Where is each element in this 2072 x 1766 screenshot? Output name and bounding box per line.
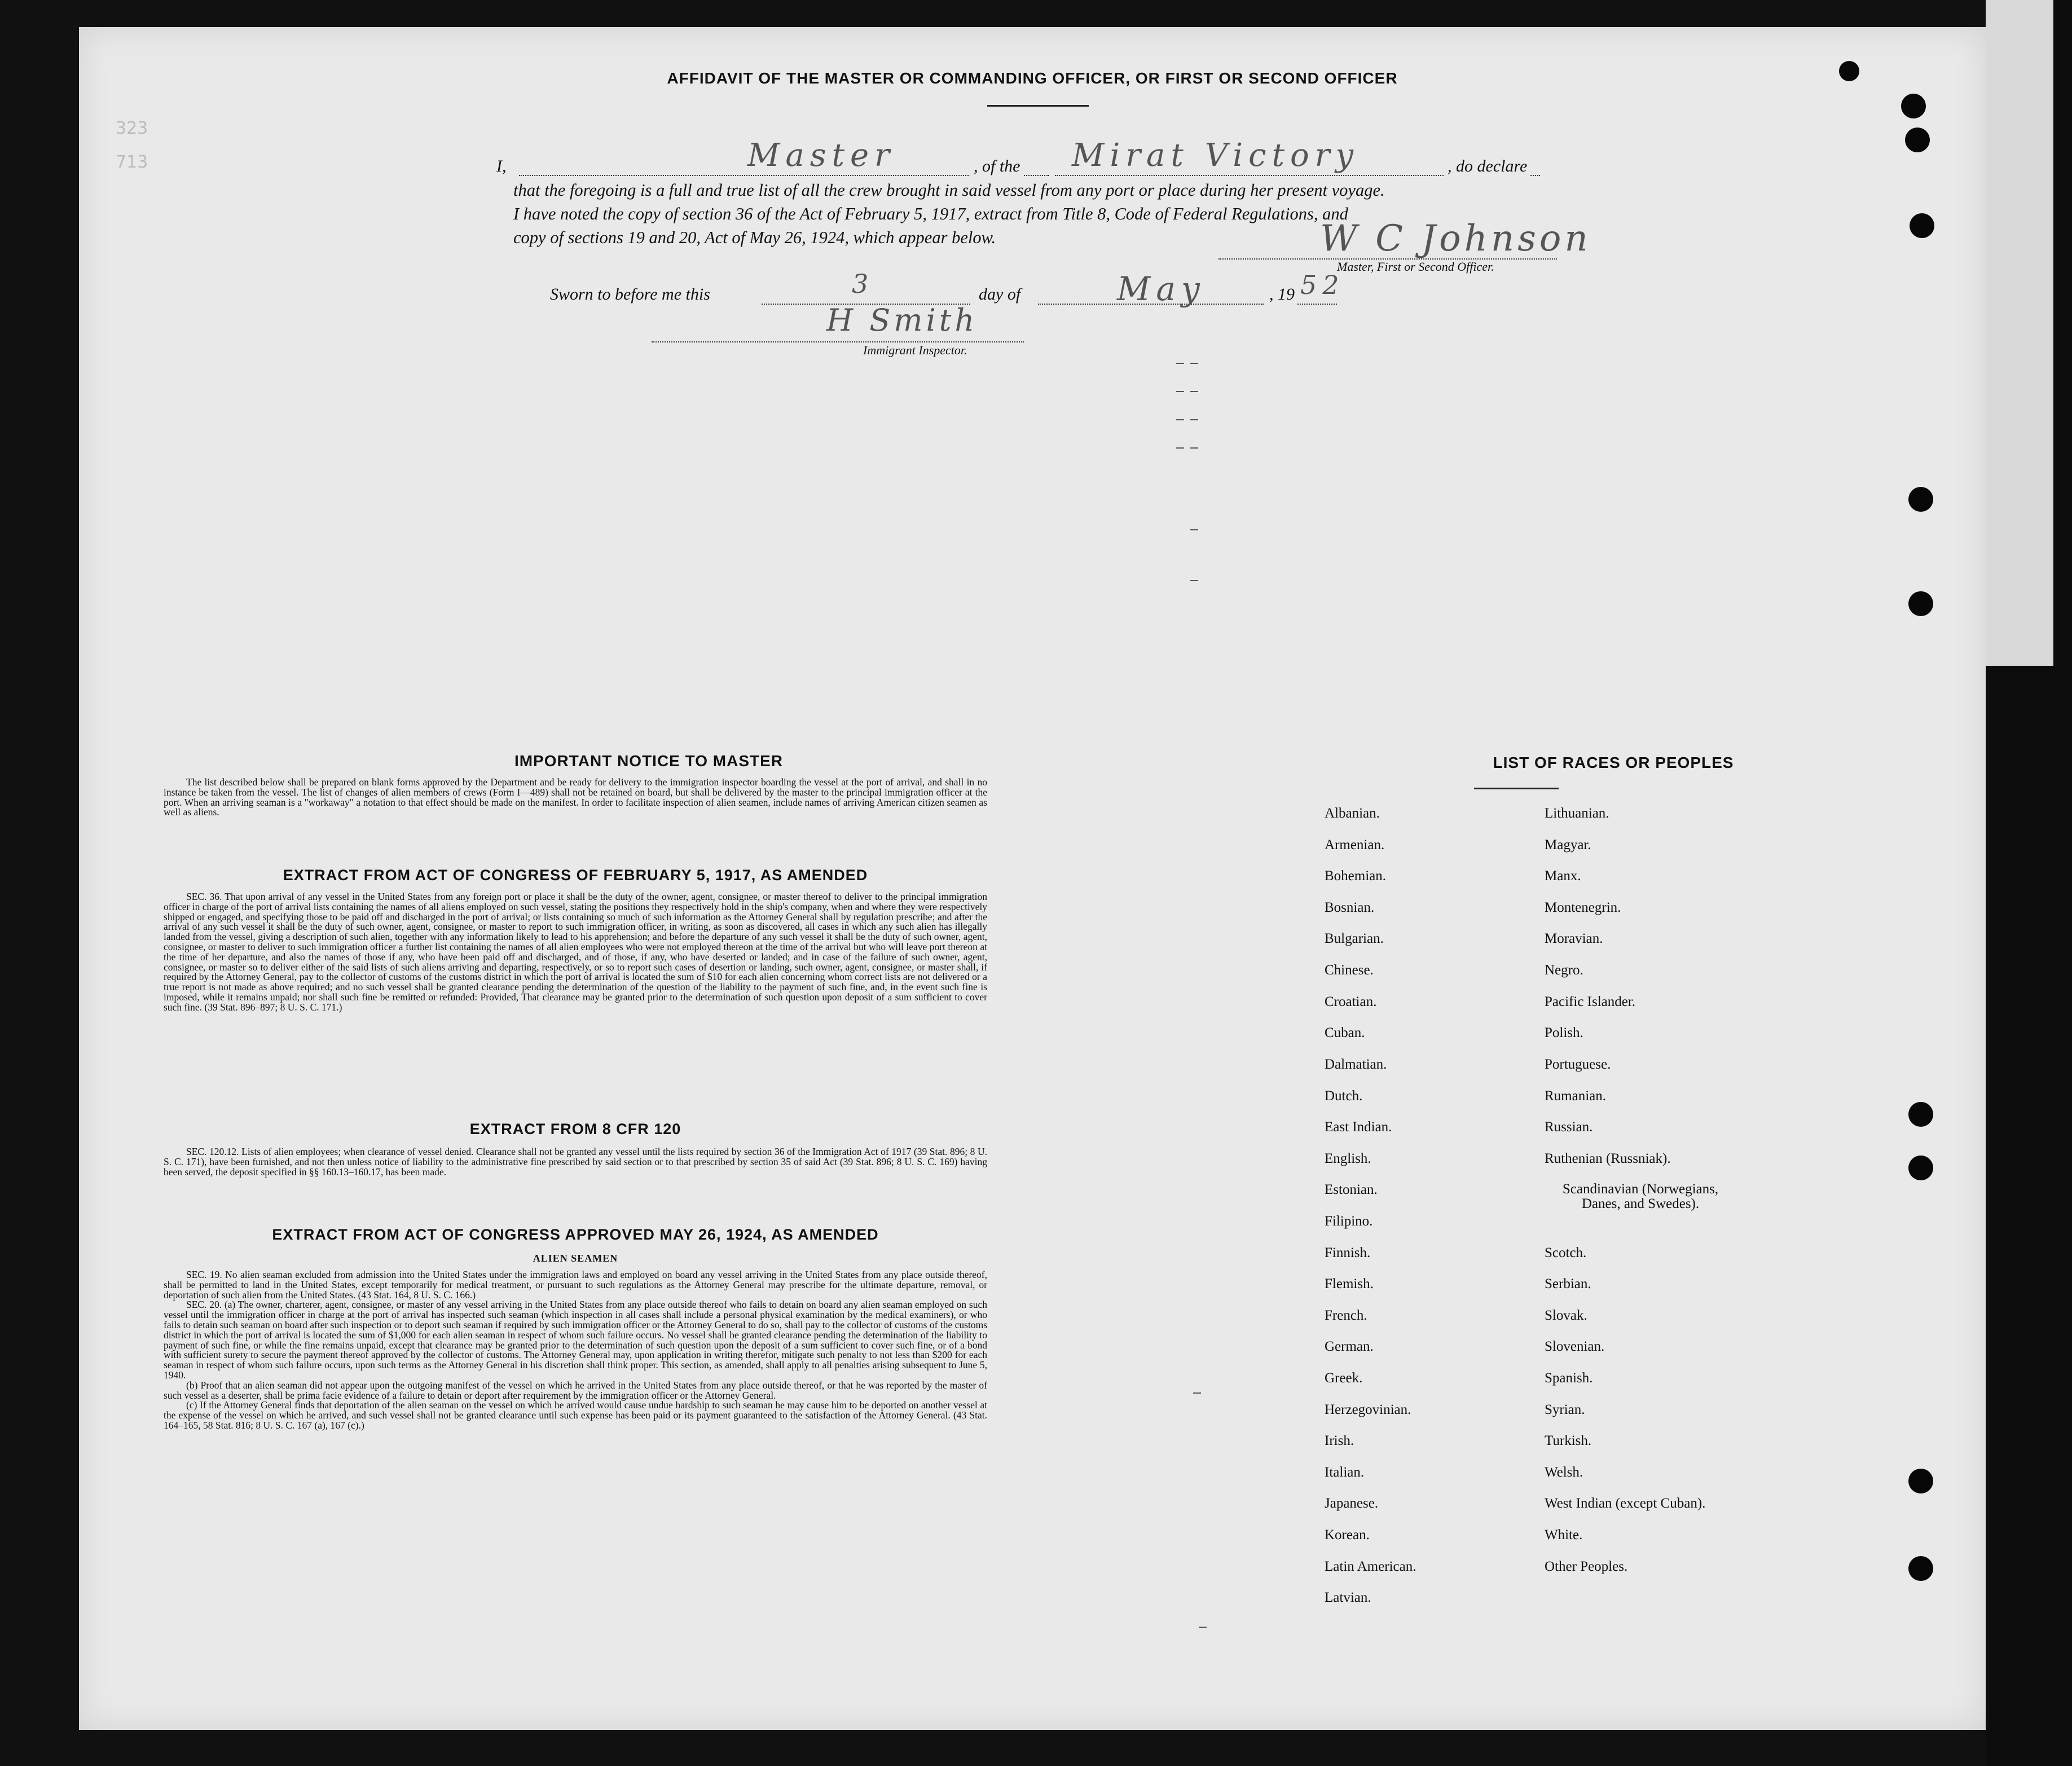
dash-mark	[1190, 529, 1198, 530]
of-the-label: , of the	[970, 157, 1024, 176]
race-item: Rumanian.	[1545, 1088, 1607, 1104]
race-item: Croatian.	[1325, 994, 1377, 1009]
race-item: Latvian.	[1325, 1590, 1371, 1605]
dash-mark	[1190, 391, 1198, 392]
sworn-label: Sworn to before me this	[550, 285, 710, 304]
race-item: Japanese.	[1325, 1496, 1379, 1511]
race-item: Russian.	[1545, 1119, 1593, 1135]
inspector-signature: H Smith	[826, 302, 978, 338]
extract-1924-text	[164, 1270, 987, 1431]
race-item: Moravian.	[1545, 931, 1603, 946]
dash-mark	[1190, 580, 1198, 581]
day-handwritten: 3	[852, 269, 874, 299]
rank-handwritten: Master	[747, 137, 895, 174]
race-item: Bohemian.	[1325, 868, 1387, 884]
dash-mark	[1193, 1392, 1201, 1394]
month-handwritten: May	[1117, 270, 1206, 308]
race-item: White.	[1545, 1527, 1583, 1543]
races-title: LIST OF RACES OR PEOPLES	[1493, 754, 1734, 771]
race-item: Bosnian.	[1325, 900, 1375, 915]
notice-title: IMPORTANT NOTICE TO MASTER	[514, 752, 784, 770]
race-item: Turkish.	[1545, 1433, 1592, 1448]
race-item: Negro.	[1545, 963, 1583, 978]
race-item: East Indian.	[1325, 1119, 1392, 1135]
extract-cfr-title: EXTRACT FROM 8 CFR 120	[469, 1121, 681, 1137]
extract-1917-text	[164, 892, 987, 1013]
dash-mark	[1190, 419, 1198, 420]
race-item: Chinese.	[1325, 963, 1374, 978]
race-item: Lithuanian.	[1545, 806, 1609, 821]
race-item: Filipino.	[1325, 1214, 1373, 1229]
race-item: West Indian (except Cuban).	[1545, 1496, 1706, 1511]
race-item: Slovak.	[1545, 1308, 1587, 1323]
race-item: Armenian.	[1325, 837, 1385, 853]
year-line	[1297, 304, 1337, 305]
race-item: Herzegovinian.	[1325, 1402, 1411, 1417]
race-item: Finnish.	[1325, 1245, 1371, 1260]
race-item: Greek.	[1325, 1370, 1363, 1386]
section-20b-paragraph: (b) Proof that an alien seaman did not appear upon the outgoing manifest of the vessel on which he arrived in the United States from any place outside thereof, or that he was reported by the master of such vessel as a deserter, shall be prima facie evidence of a failure to detain or deport after requirement by the immigration officer or the Attorney General.	[164, 1379, 987, 1401]
rank-line	[519, 175, 1049, 176]
extract-1917-title: EXTRACT FROM ACT OF CONGRESS OF FEBRUARY 5, 1917, AS AMENDED	[283, 867, 868, 884]
margin-mark-1: 323	[116, 118, 148, 138]
race-item: Korean.	[1325, 1527, 1370, 1543]
title-divider	[987, 105, 1089, 107]
race-item: Estonian.	[1325, 1182, 1378, 1197]
race-item: Other Peoples.	[1545, 1559, 1628, 1574]
punch-hole	[1908, 1102, 1933, 1127]
dash-mark	[1199, 1627, 1207, 1628]
race-item: Manx.	[1545, 868, 1581, 884]
punch-hole	[1908, 1556, 1933, 1581]
vessel-handwritten: Mirat Victory	[1072, 137, 1360, 174]
signature-caption: Master, First or Second Officer.	[1337, 260, 1494, 274]
section-20a-paragraph: SEC. 20. (a) The owner, charterer, agent, consignee, or master of any vessel arriving in the United States from any place outside thereof who fails to detain on board any alien seaman employed on such vessel until the immigration officer in charge at the port of arrival has inspected such seaman (which inspection in all cases shall include a personal physical examination by the medical examiners), or who fails to detain such seaman on board after such inspection or to deport such seaman if required by such immigration officer or the Attorney General to do so, shall pay to the collector of customs of the customs district in which the port of arrival is located the sum of $1,000 for each alien seaman in respect of whom such failure occurs. No vessel shall be granted clearance pending the determination of the liability to payment of such fine, or while the fine remains unpaid, except that clearance may be granted prior to the determination of such question upon the deposit of a sum sufficient to cover such fine, or of a bond with sufficient surety to secure the payment thereof approved by the collector of customs. The Attorney General may, upon application in writing therefor, mitigate such penalty to not less than $200 for each seaman in respect of whom such failure occurs, upon such terms as the Attorney General in his discretion shall think proper. This section, as amended, shall apply to all penalties arising subsequent to June 5, 1940.	[164, 1299, 987, 1381]
extract-cfr-text	[164, 1147, 987, 1177]
year-handwritten: 52	[1300, 270, 1345, 300]
extract-1924-title: EXTRACT FROM ACT OF CONGRESS APPROVED MAY 26, 1924, AS AMENDED	[272, 1226, 879, 1243]
i-label: I,	[496, 157, 507, 175]
inspector-caption: Immigrant Inspector.	[863, 343, 967, 357]
punch-hole	[1908, 1469, 1933, 1493]
declaration-line-3: copy of sections 19 and 20, Act of May 26, 1924, which appear below.	[513, 228, 996, 247]
race-item: Flemish.	[1325, 1276, 1374, 1291]
race-item: Italian.	[1325, 1465, 1365, 1480]
race-item: Montenegrin.	[1545, 900, 1621, 915]
master-signature: W C Johnson	[1320, 218, 1591, 260]
punch-hole	[1908, 591, 1933, 616]
races-title-rule	[1474, 788, 1559, 789]
race-item: Slovenian.	[1545, 1339, 1605, 1354]
race-item: Scandinavian (Norwegians, Danes, and Swedes).	[1562, 1181, 1719, 1211]
day-of-label: day of	[979, 285, 1021, 304]
punch-hole	[1910, 213, 1934, 238]
dash-mark	[1176, 363, 1184, 364]
dash-mark	[1176, 419, 1184, 420]
margin-mark-2: 713	[116, 152, 148, 172]
manifest-page	[79, 27, 1986, 1730]
punch-hole	[1905, 128, 1930, 152]
punch-hole	[1901, 94, 1926, 118]
punch-hole	[1908, 1156, 1933, 1180]
inspector-line	[652, 341, 1024, 342]
race-item: Welsh.	[1545, 1465, 1583, 1480]
notice-paragraph: The list described below shall be prepared on blank forms approved by the Department and be ready for delivery to the immigration inspector boarding the vessel at the port of arrival, and shall in no instance be taken from the vessel. The list of changes of alien members of crews (Form I—489) shall not be retained on board, but shall be delivered by the master to the principal immigration officer at the port. When an arriving seaman is a "workaway" a notation to that effect should be made on the manifest. In order to facilitate inspection of alien seamen, include names of arriving American citizen seamen as well as aliens.	[164, 776, 987, 818]
section-20c-paragraph: (c) If the Attorney General finds that deportation of the alien seaman on the vessel on which he arrived would cause undue hardship to such seaman he may cause him to be deported on another vessel at the expense of the vessel on which he arrived, and such vessel shall not be granted clearance until such expense has been paid or its payment guaranteed to the satisfaction of the Attorney General. (43 Stat. 164–165, 58 Stat. 816; 8 U. S. C. 167 (a), 167 (c).)	[164, 1399, 987, 1431]
race-item: Syrian.	[1545, 1402, 1585, 1417]
race-item: English.	[1325, 1151, 1371, 1166]
races-left-column	[1325, 806, 1528, 1646]
dash-mark	[1176, 391, 1184, 392]
section-120-12-paragraph: SEC. 120.12. Lists of alien employees; when clearance of vessel denied. Clearance shall not be granted any vessel until the lists required by section 36 of the Immigration Act of 1917 (39 Stat. 896; 8 U. S. C. 171), have been furnished, and not then unless notice of liability to the administrative fine prescribed by said section or to that prescribed by section 35 of said Act (39 Stat. 896; 8 U. S. C. 169) having been served, the deposit specified in §§ 160.13–160.17, has been made.	[164, 1146, 987, 1178]
race-item: Ruthenian (Russniak).	[1545, 1151, 1671, 1166]
do-declare-label: , do declare	[1444, 157, 1530, 176]
affidavit-title: AFFIDAVIT OF THE MASTER OR COMMANDING OFFICER, OR FIRST OR SECOND OFFICER	[667, 69, 1398, 87]
year-prefix: , 19	[1269, 285, 1295, 304]
dash-mark	[1190, 363, 1198, 364]
race-item: Latin American.	[1325, 1559, 1416, 1574]
race-item: Dutch.	[1325, 1088, 1363, 1104]
punch-hole	[1908, 487, 1933, 512]
race-item: Magyar.	[1545, 837, 1591, 853]
dash-mark	[1190, 447, 1198, 449]
race-item: German.	[1325, 1339, 1374, 1354]
race-item: Dalmatian.	[1325, 1057, 1387, 1072]
punch-hole	[1839, 61, 1859, 81]
race-item: Serbian.	[1545, 1276, 1591, 1291]
race-item: Scotch.	[1545, 1245, 1587, 1260]
notice-text	[164, 777, 987, 818]
margin-marks	[116, 112, 149, 179]
race-item: Cuban.	[1325, 1025, 1365, 1040]
race-item: Irish.	[1325, 1433, 1354, 1448]
race-item: Bulgarian.	[1325, 931, 1384, 946]
race-item: Pacific Islander.	[1545, 994, 1636, 1009]
race-item: French.	[1325, 1308, 1367, 1323]
section-36-paragraph: SEC. 36. That upon arrival of any vessel in the United States from any foreign port or place it shall be the duty of the owner, agent, consignee, or master thereof to deliver to the principal immigration officer in charge of the port of arrival lists containing the names of all aliens employed on such vessel, stating the positions they respectively hold in the ship's company, when and where they were respectively shipped or engaged, and specifying those to be paid off and discharged in the port of arrival; or lists containing so much of such information as the Attorney General shall by regulation prescribe; and after the arrival of any such vessel it shall be the duty of such owner, agent, consignee, or master to report to such immigration officer, in writing, as soon as discovered, all cases in which any such alien has illegally landed from the vessel, giving a description of such alien, together with any information likely to lead to his apprehension; and before the departure of any such vessel it shall be the duty of such owner, agent, consignee, or master to deliver to such immigration officer a further list containing the names of all alien employees who were not employed thereon at the time of the arrival but who will leave port thereon at the time of her departure, and also the names of those if any, who have been paid off and discharged, and of those, if any, who have deserted or landed; and in case of the failure of such owner, agent, consignee, or master so to deliver either of the said lists of such aliens arriving and departing, respectively, or so to report such cases of desertion or landing, such owner, agent, consignee, or master shall, if required by the Attorney General, pay to the collector of customs of the customs district in which the port of arrival is located the sum of $10 for each alien concerning whom correct lists are not delivered or a true report is not made as above required; and no such vessel shall be granted clearance pending the determination of the question of the liability to the payment of such fine, and, in the event such fine is imposed, while it remains unpaid; nor shall such fine be remitted or refunded: Provided, That clearance may be granted prior to the determination of such question upon deposit of a sum sufficient to cover such fine. (39 Stat. 896–897; 8 U. S. C. 171.)	[164, 891, 987, 1013]
scanner-background	[1986, 0, 2072, 1766]
race-item: Portuguese.	[1545, 1057, 1611, 1072]
declaration-line-1: that the foregoing is a full and true list of all the crew brought in said vessel from any port or place during her present voyage.	[513, 181, 1385, 200]
race-item: Polish.	[1545, 1025, 1583, 1040]
dash-mark	[1176, 447, 1184, 449]
races-right-column	[1545, 806, 1838, 1596]
declaration-line-2: I have noted the copy of section 36 of the Act of February 5, 1917, extract from Title 8, Code of Federal Regulations, and	[513, 204, 1348, 223]
race-item: Albanian.	[1325, 806, 1380, 821]
alien-seamen-subtitle: ALIEN SEAMEN	[533, 1253, 618, 1264]
section-19-paragraph: SEC. 19. No alien seaman excluded from admission into the United States under the immigration laws and employed on board any vessel arriving in the United States from any place outside thereof, shall be permitted to land in the United States, except temporarily for medical treatment, or pursuant to such regulations as the Attorney General may prescribe for the ultimate departure, removal, or deportation of such alien from the United States. (43 Stat. 164, 8 U. S. C. 166.)	[164, 1269, 987, 1301]
race-item: Spanish.	[1545, 1370, 1593, 1386]
